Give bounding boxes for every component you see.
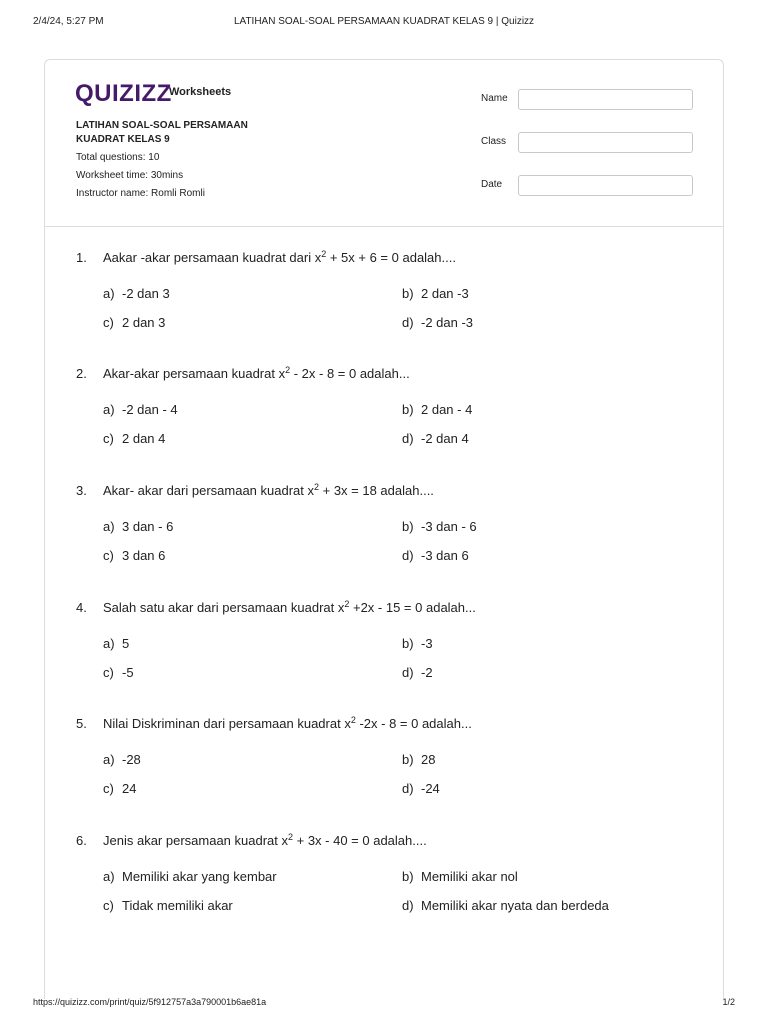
question-text-part: Aakar -akar persamaan kuadrat dari x xyxy=(103,250,322,265)
option-c[interactable] xyxy=(103,781,136,796)
question-text xyxy=(103,833,427,848)
option-text: -3 xyxy=(421,636,433,651)
option-text: 2 dan 4 xyxy=(122,431,166,446)
question-number: 4. xyxy=(76,600,87,615)
total-questions: Total questions: 10 xyxy=(76,152,160,163)
option-b[interactable] xyxy=(402,402,472,417)
option-letter: b) xyxy=(402,402,414,417)
worksheet-time: Worksheet time: 30mins xyxy=(76,170,184,181)
question-number: 3. xyxy=(76,483,87,498)
question-text-part: Akar-akar persamaan kuadrat x xyxy=(103,366,286,381)
date-field[interactable] xyxy=(518,175,693,196)
question-text-part: Jenis akar persamaan kuadrat x xyxy=(103,833,288,848)
question-text xyxy=(103,250,456,265)
class-label: Class xyxy=(481,136,507,147)
option-text: 2 dan -3 xyxy=(421,286,469,301)
worksheet-header xyxy=(45,60,723,227)
option-d[interactable] xyxy=(402,315,473,330)
option-a[interactable] xyxy=(103,869,277,884)
question-text-part: - 2x - 8 = 0 adalah... xyxy=(290,366,410,381)
option-text: -2 dan 4 xyxy=(421,431,469,446)
option-letter: c) xyxy=(103,898,114,913)
worksheets-label: Worksheets xyxy=(169,86,232,98)
question-number: 5. xyxy=(76,716,87,731)
option-letter: d) xyxy=(402,781,414,796)
option-letter: d) xyxy=(402,898,414,913)
option-letter: d) xyxy=(402,548,414,563)
exponent: 2 xyxy=(344,599,350,609)
option-a[interactable] xyxy=(103,286,170,301)
quiz-title: LATIHAN SOAL-SOAL PERSAMAAN KUADRAT KELAS 9 xyxy=(76,120,248,145)
option-c[interactable] xyxy=(103,665,134,680)
exponent: 2 xyxy=(321,249,327,259)
option-letter: a) xyxy=(103,402,115,417)
option-letter: b) xyxy=(402,286,414,301)
option-letter: d) xyxy=(402,315,414,330)
question-text xyxy=(103,716,472,731)
exponent: 2 xyxy=(285,365,291,375)
question-text xyxy=(103,366,410,381)
option-text: Memiliki akar nol xyxy=(421,869,518,884)
print-url: https://quizizz.com/print/quiz/5f912757a3a790001b6ae81a xyxy=(33,997,267,1007)
option-text: -28 xyxy=(122,752,141,767)
option-text: -3 dan 6 xyxy=(421,548,469,563)
option-b[interactable] xyxy=(402,752,435,767)
option-letter: c) xyxy=(103,315,114,330)
option-letter: c) xyxy=(103,548,114,563)
option-b[interactable] xyxy=(402,286,469,301)
option-b[interactable] xyxy=(402,869,518,884)
question-text-part: Akar- akar dari persamaan kuadrat x xyxy=(103,483,314,498)
option-letter: a) xyxy=(103,636,115,651)
exponent: 2 xyxy=(350,715,356,725)
option-text: Tidak memiliki akar xyxy=(122,898,233,913)
question-text xyxy=(103,600,476,615)
question-text-part: + 5x + 6 = 0 adalah.... xyxy=(326,250,456,265)
question-1 xyxy=(45,226,725,336)
option-text: 2 dan - 4 xyxy=(421,402,473,417)
option-d[interactable] xyxy=(402,781,440,796)
option-text: 3 dan 6 xyxy=(122,548,166,563)
option-b[interactable] xyxy=(402,636,433,651)
option-text: -2 dan -3 xyxy=(421,315,474,330)
option-c[interactable] xyxy=(103,431,165,446)
option-c[interactable] xyxy=(103,315,165,330)
name-label: Name xyxy=(481,93,508,104)
question-text xyxy=(103,483,434,498)
question-number: 1. xyxy=(76,250,87,265)
option-text: Memiliki akar nyata dan berdeda xyxy=(421,898,609,913)
print-datetime: 2/4/24, 5:27 PM xyxy=(33,16,104,27)
option-letter: b) xyxy=(402,869,414,884)
option-letter: a) xyxy=(103,869,115,884)
option-letter: d) xyxy=(402,431,414,446)
option-text: 24 xyxy=(122,781,137,796)
print-header xyxy=(0,16,768,30)
option-c[interactable] xyxy=(103,898,233,913)
option-letter: a) xyxy=(103,752,115,767)
option-letter: b) xyxy=(402,519,414,534)
question-6 xyxy=(45,809,725,919)
option-b[interactable] xyxy=(402,519,477,534)
option-text: -3 dan - 6 xyxy=(421,519,477,534)
question-text-part: + 3x - 40 = 0 adalah.... xyxy=(293,833,427,848)
option-text: -2 dan - 4 xyxy=(122,402,178,417)
option-text: 3 dan - 6 xyxy=(122,519,174,534)
option-letter: b) xyxy=(402,752,414,767)
option-a[interactable] xyxy=(103,752,141,767)
instructor-name: Instructor name: Romli Romli xyxy=(76,188,205,199)
option-d[interactable] xyxy=(402,898,609,913)
option-a[interactable] xyxy=(103,402,178,417)
page-indicator: 1/2 xyxy=(722,997,735,1007)
option-d[interactable] xyxy=(402,431,469,446)
option-letter: b) xyxy=(402,636,414,651)
question-text-part: +2x - 15 = 0 adalah... xyxy=(349,600,476,615)
class-field[interactable] xyxy=(518,132,693,153)
option-text: 28 xyxy=(421,752,436,767)
question-text-part: Salah satu akar dari persamaan kuadrat x xyxy=(103,600,345,615)
question-3 xyxy=(45,459,725,569)
option-text: -2 dan 3 xyxy=(122,286,170,301)
option-d[interactable] xyxy=(402,548,469,563)
date-label: Date xyxy=(481,179,503,190)
exponent: 2 xyxy=(287,832,293,842)
option-d[interactable] xyxy=(402,665,433,680)
option-c[interactable] xyxy=(103,548,165,563)
question-5 xyxy=(45,692,725,802)
question-4 xyxy=(45,576,725,686)
option-text: 2 dan 3 xyxy=(122,315,166,330)
question-text-part: -2x - 8 = 0 adalah... xyxy=(355,716,472,731)
question-text-part: Nilai Diskriminan dari persamaan kuadrat x xyxy=(103,716,351,731)
question-text-part: + 3x = 18 adalah.... xyxy=(319,483,434,498)
worksheet xyxy=(44,59,724,999)
option-text: -2 xyxy=(421,665,433,680)
name-field[interactable] xyxy=(518,89,693,110)
option-text: -24 xyxy=(421,781,440,796)
question-number: 6. xyxy=(76,833,87,848)
option-letter: d) xyxy=(402,665,414,680)
option-text: 5 xyxy=(122,636,130,651)
option-letter: a) xyxy=(103,286,115,301)
option-letter: c) xyxy=(103,431,114,446)
option-a[interactable] xyxy=(103,636,129,651)
question-2 xyxy=(45,342,725,452)
option-letter: a) xyxy=(103,519,115,534)
option-a[interactable] xyxy=(103,519,173,534)
question-number: 2. xyxy=(76,366,87,381)
option-text: Memiliki akar yang kembar xyxy=(122,869,277,884)
option-text: -5 xyxy=(122,665,134,680)
quizizz-logo: QUIZIZZ xyxy=(75,80,172,107)
print-page-title: LATIHAN SOAL-SOAL PERSAMAAN KUADRAT KELAS 9 | Quizizz xyxy=(233,16,535,27)
exponent: 2 xyxy=(313,482,319,492)
option-letter: c) xyxy=(103,781,114,796)
option-letter: c) xyxy=(103,665,114,680)
